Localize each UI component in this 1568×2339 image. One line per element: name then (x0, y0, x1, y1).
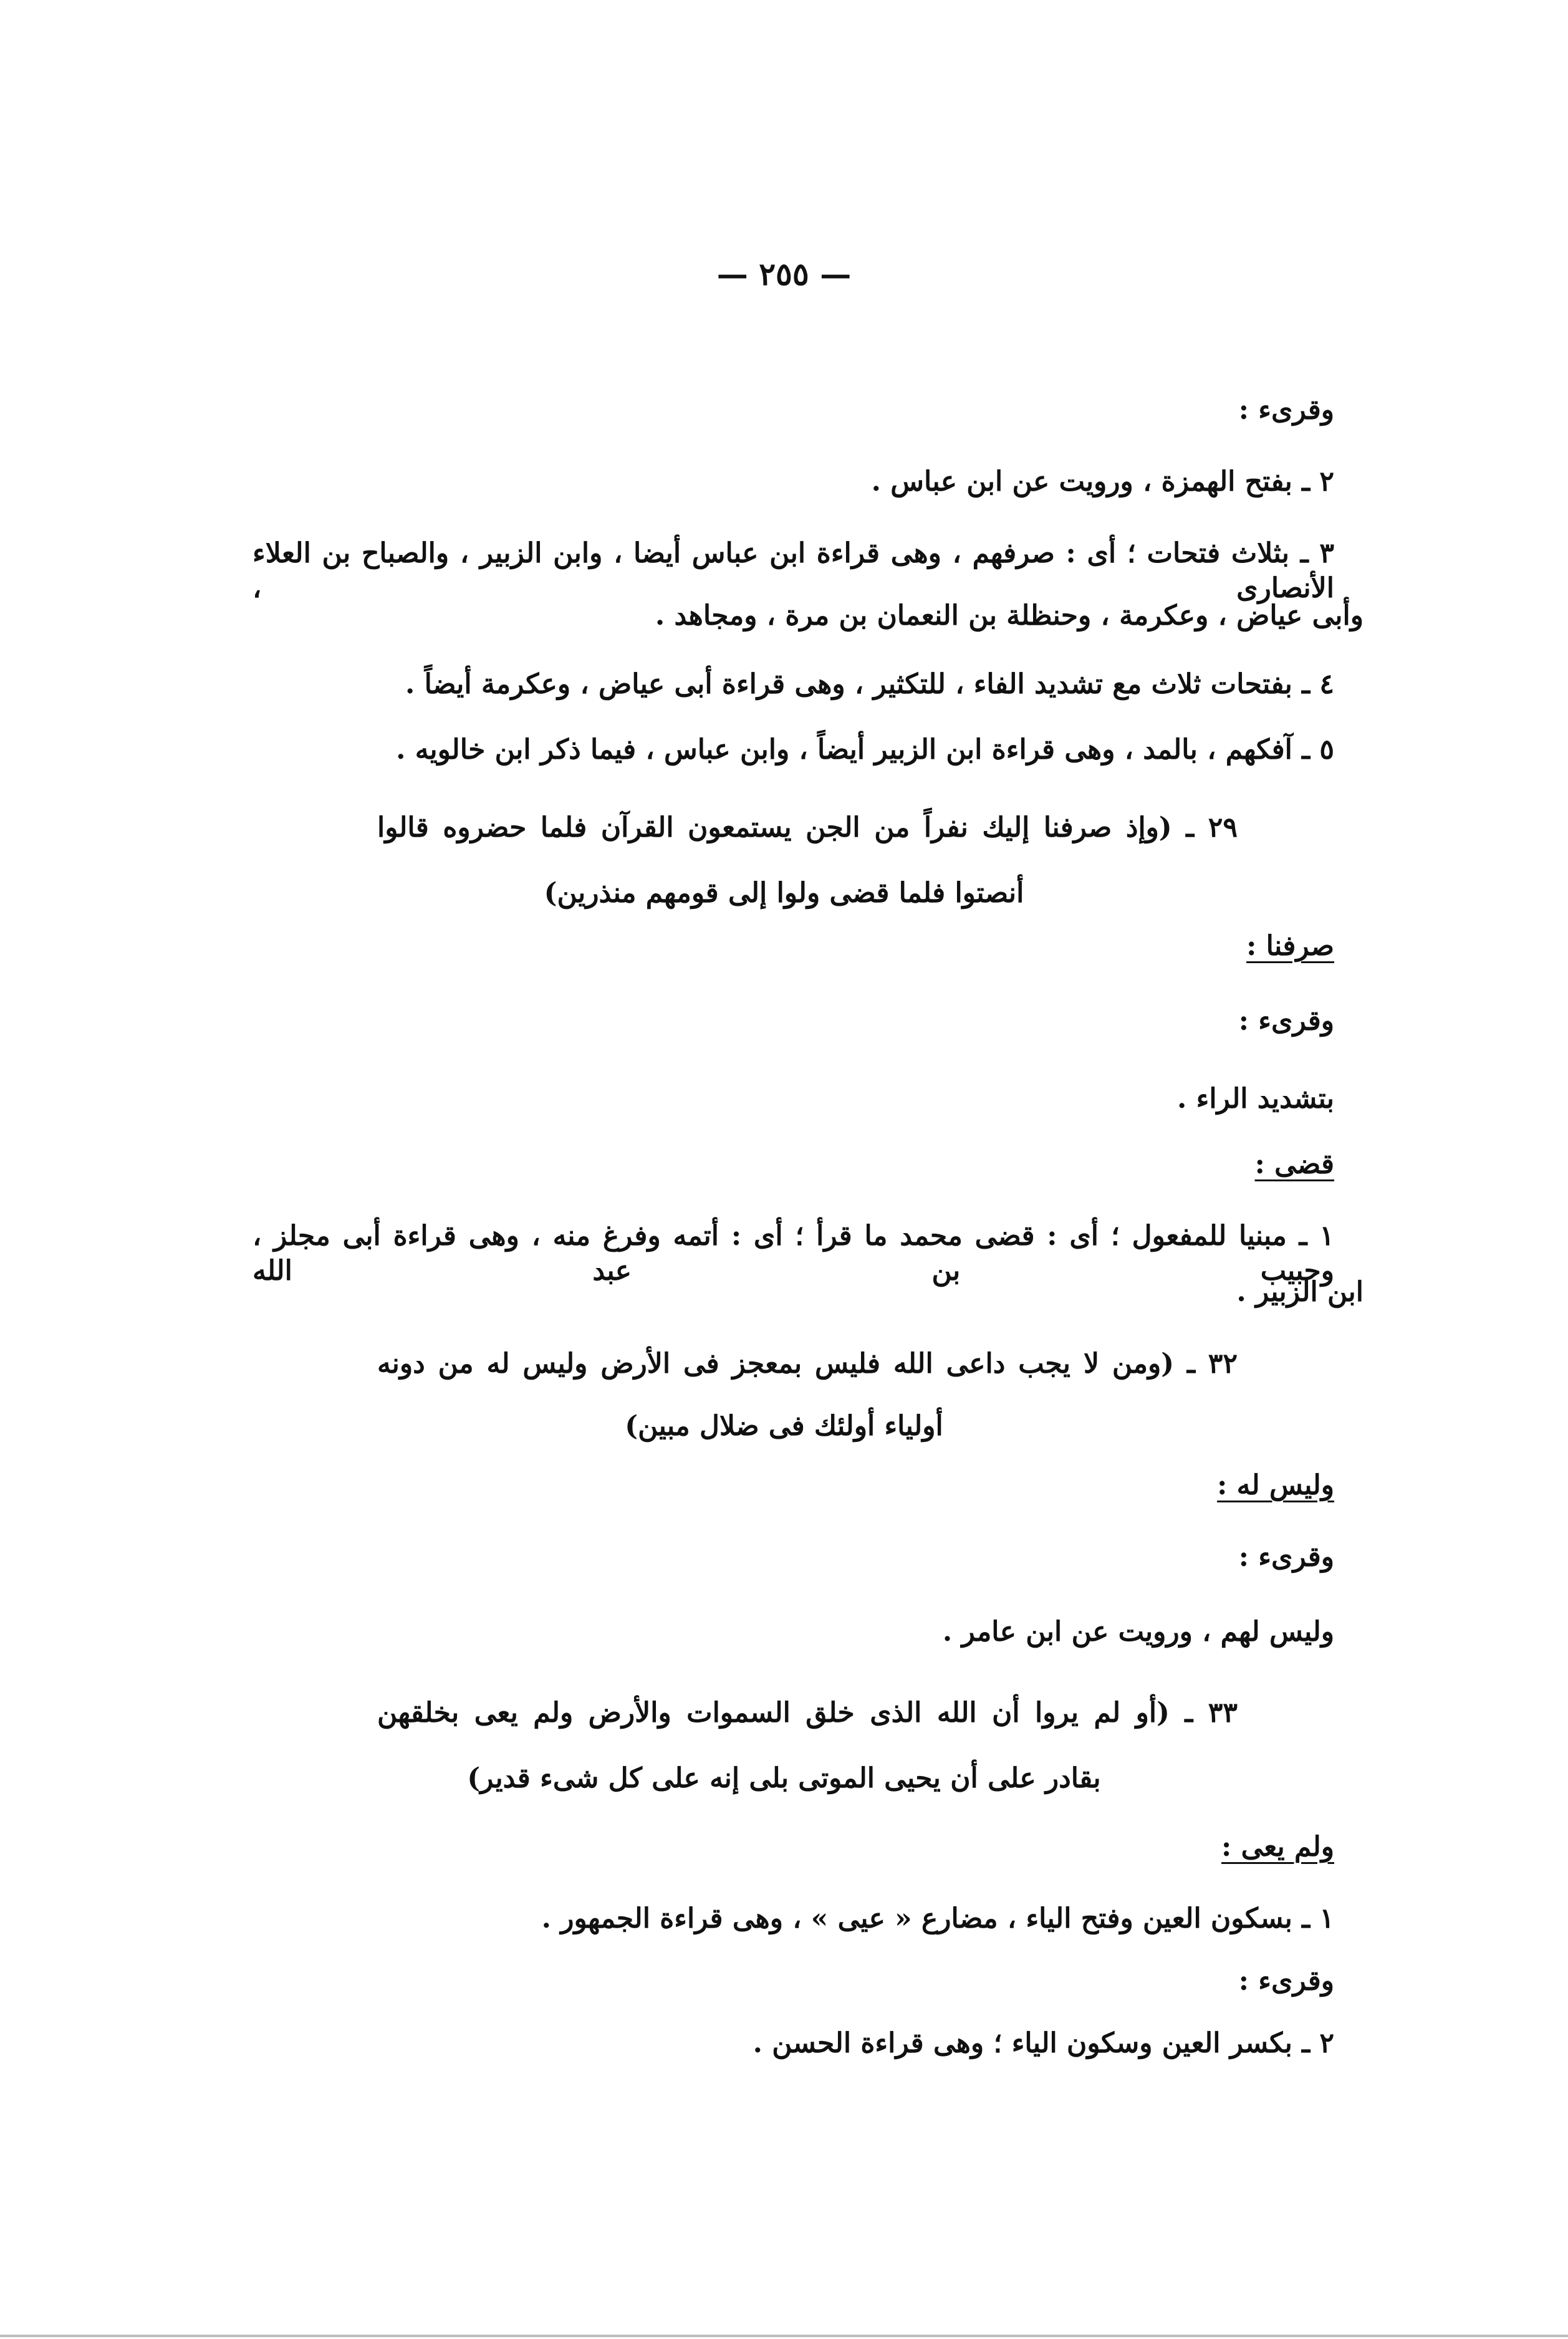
text-line: ٣ ـ بثلاث فتحات ؛ أى : صرفهم ، وهى قراءة ابن عباس أيضا ، وابن الزبير ، والصباح بن العلاء الأنصارى ، (253, 537, 1334, 604)
verse-line: بقادر على أن يحيى الموتى بلى إنه على كل شىء قدير) (467, 1762, 1101, 1794)
page-number: — ٢٥٥ — (716, 256, 852, 292)
verse-line: ٣٢ ـ (ومن لا يجب داعى الله فليس بمعجز فى الأرض وليس له من دونه (377, 1348, 1238, 1380)
text-line: وقرىء : (1238, 1965, 1334, 1997)
text-line: ٢ ـ بفتح الهمزة ، ورويت عن ابن عباس . (871, 466, 1334, 497)
section-heading: قضى : (1254, 1148, 1334, 1180)
text-line: وقرىء : (1238, 394, 1334, 426)
section-heading: وليس له : (1217, 1469, 1334, 1501)
verse-line: ٢٩ ـ (وإذ صرفنا إليك نفراً من الجن يستمعون القرآن فلما حضروه قالوا (377, 812, 1238, 843)
text-line: وأبى عياض ، وعكرمة ، وحنظلة بن النعمان بن مرة ، ومجاهد . (655, 600, 1364, 632)
text-line: ٢ ـ بكسر العين وسكون الياء ؛ وهى قراءة الحسن . (753, 2027, 1334, 2059)
text-line: وقرىء : (1238, 1541, 1334, 1573)
page-bottom-edge (0, 2335, 1568, 2337)
section-heading: ولم يعى : (1221, 1831, 1334, 1863)
text-line: ٤ ـ بفتحات ثلاث مع تشديد الفاء ، للتكثير ، وهى قراءة أبى عياض ، وعكرمة أيضاً . (405, 668, 1334, 700)
text-line: ١ ـ بسكون العين وفتح الياء ، مضارع « عيى » ، وهى قراءة الجمهور . (541, 1903, 1334, 1934)
text-line: ٥ ـ آفكهم ، بالمد ، وهى قراءة ابن الزبير أيضاً ، وابن عباس ، فيما ذكر ابن خالويه . (396, 734, 1334, 766)
text-line: ١ ـ مبنيا للمفعول ؛ أى : قضى محمد ما قرأ ؛ أى : أتمه وفرغ منه ، وهى قراءة أبى مجلز ، وحبيب بن عبد الله (253, 1220, 1334, 1287)
text-line: وليس لهم ، ورويت عن ابن عامر . (942, 1616, 1334, 1648)
verse-line: ٣٣ ـ (أو لم يروا أن الله الذى خلق السموات والأرض ولم يعى بخلقهن (377, 1697, 1238, 1729)
verse-line: أنصتوا فلما قضى ولوا إلى قومهم منذرين) (544, 877, 1024, 909)
verse-line: أولياء أولئك فى ضلال مبين) (625, 1410, 943, 1442)
section-heading: صرفنا : (1246, 930, 1334, 962)
text-line: ابن الزبير . (1236, 1276, 1364, 1308)
text-line: بتشديد الراء . (1177, 1083, 1334, 1115)
text-line: وقرىء : (1238, 1005, 1334, 1037)
